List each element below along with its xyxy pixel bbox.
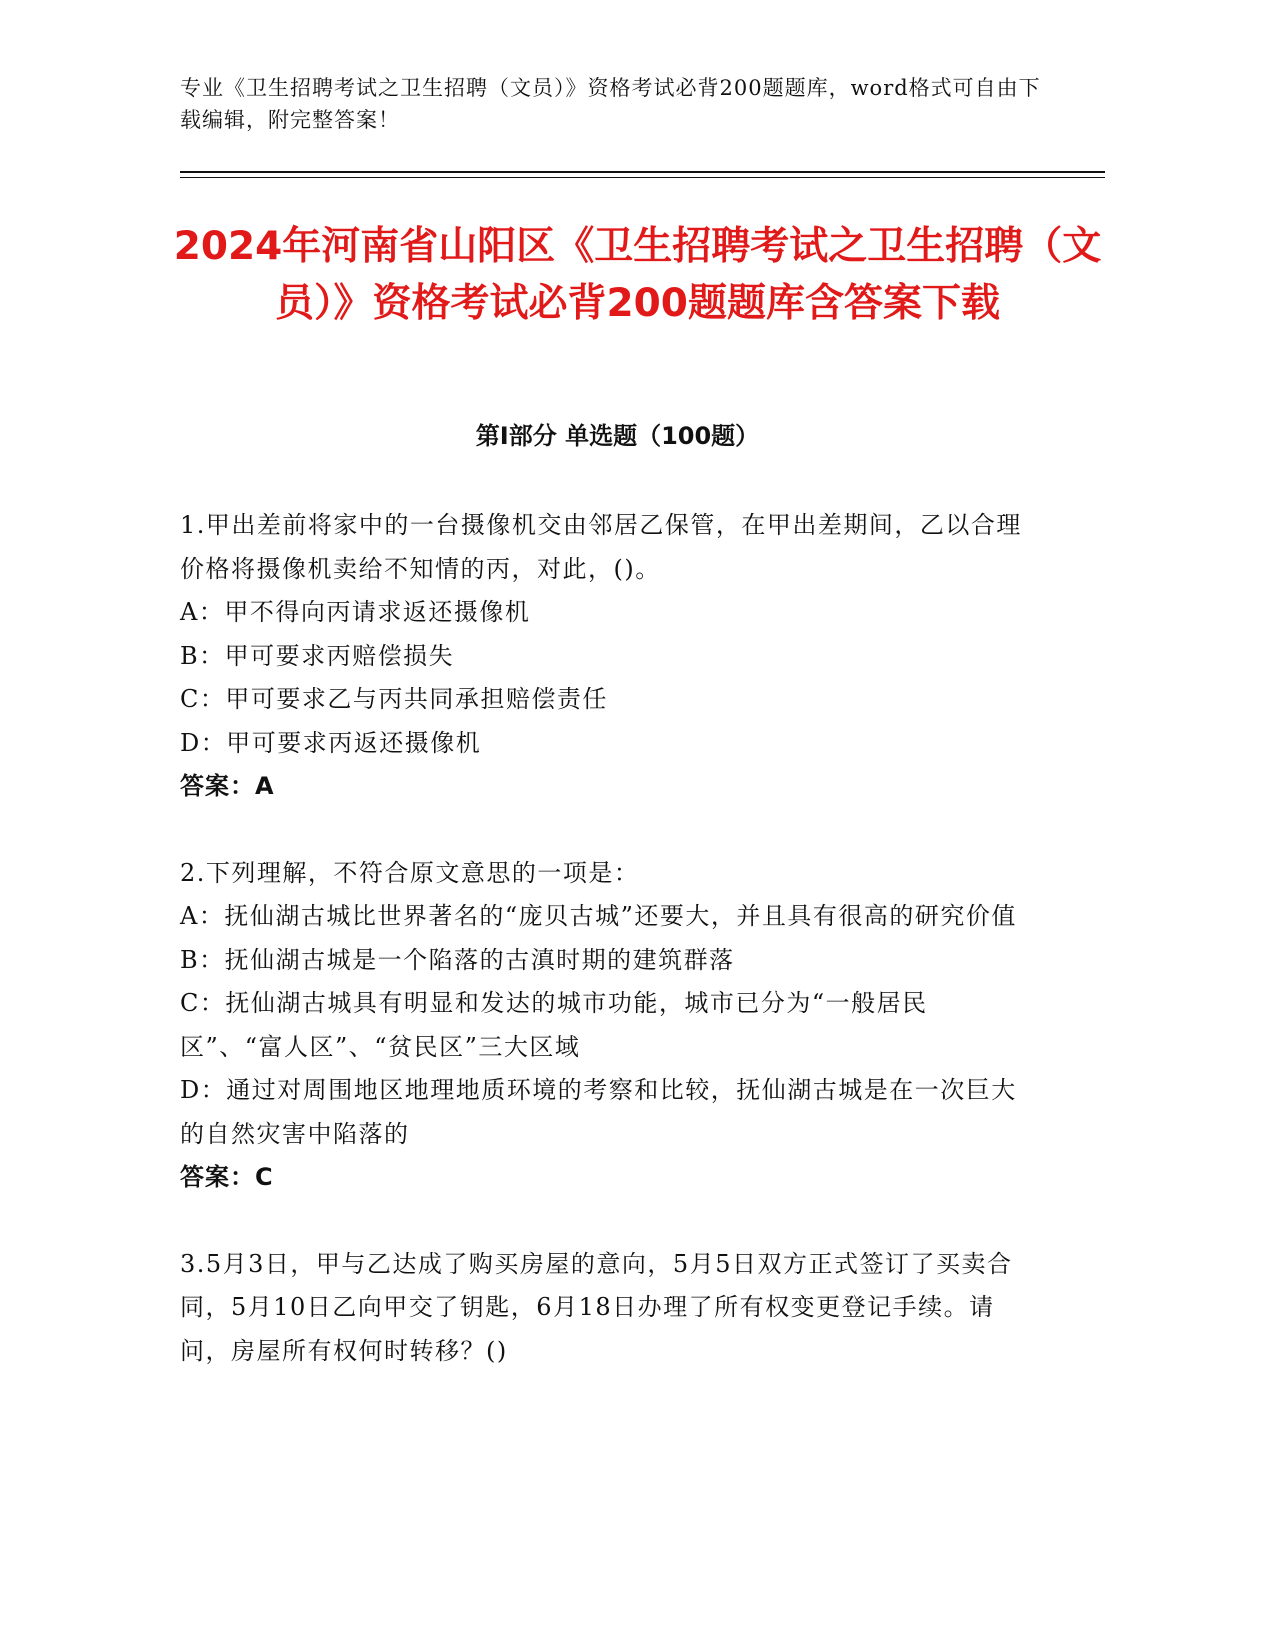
document-title: 2024年河南省山阳区《卫生招聘考试之卫生招聘（文员）》资格考试必背200题题库含答案下载: [173, 224, 1102, 326]
question-text: 3.5月3日，甲与乙达成了购买房屋的意向，5月5日双方正式签订了买卖合同，5月10日乙向甲交了钥匙，6月18日办理了所有权变更登记手续。请问，房屋所有权何时转移？(): [180, 1249, 1013, 1365]
option-c: C：抚仙湖古城具有明显和发达的城市功能，城市已分为“一般居民区”、“富人区”、“贫民区”三大区域: [180, 989, 928, 1061]
question-3: [180, 1243, 1030, 1374]
option-b: B：甲可要求丙赔偿损失: [180, 641, 455, 670]
answer: 答案：C: [180, 1163, 274, 1191]
question-2: [180, 852, 1030, 1200]
section-title: 第Ⅰ部分 单选题（100题）: [475, 422, 760, 450]
option-d: D：通过对周围地区地理地质环境的考察和比较，抚仙湖古城是在一次巨大的自然灾害中陷落的: [180, 1076, 1017, 1148]
option-a: A：抚仙湖古城比世界著名的“庞贝古城”还要大，并且具有很高的研究价值: [180, 902, 1017, 930]
header-note: 专业《卫生招聘考试之卫生招聘（文员）》资格考试必背200题题库，word格式可自由下载编辑，附完整答案！: [180, 76, 1041, 132]
question-1: [180, 504, 1030, 809]
option-c: C：甲可要求乙与丙共同承担赔偿责任: [180, 685, 608, 713]
question-text: 2.下列理解，不符合原文意思的一项是：: [180, 858, 640, 887]
header-rule-thick: [180, 171, 1105, 173]
option-d: D：甲可要求丙返还摄像机: [180, 728, 482, 757]
option-a: A：甲不得向丙请求返还摄像机: [180, 598, 531, 626]
answer: 答案：A: [180, 772, 275, 800]
header-rule-thin: [180, 177, 1105, 178]
question-text: 1.甲出差前将家中的一台摄像机交由邻居乙保管，在甲出差期间，乙以合理价格将摄像机卖给不知情的丙，对此，()。: [180, 511, 1022, 583]
option-b: B：抚仙湖古城是一个陷落的古滇时期的建筑群落: [180, 945, 735, 974]
question-list: [180, 504, 1030, 1416]
